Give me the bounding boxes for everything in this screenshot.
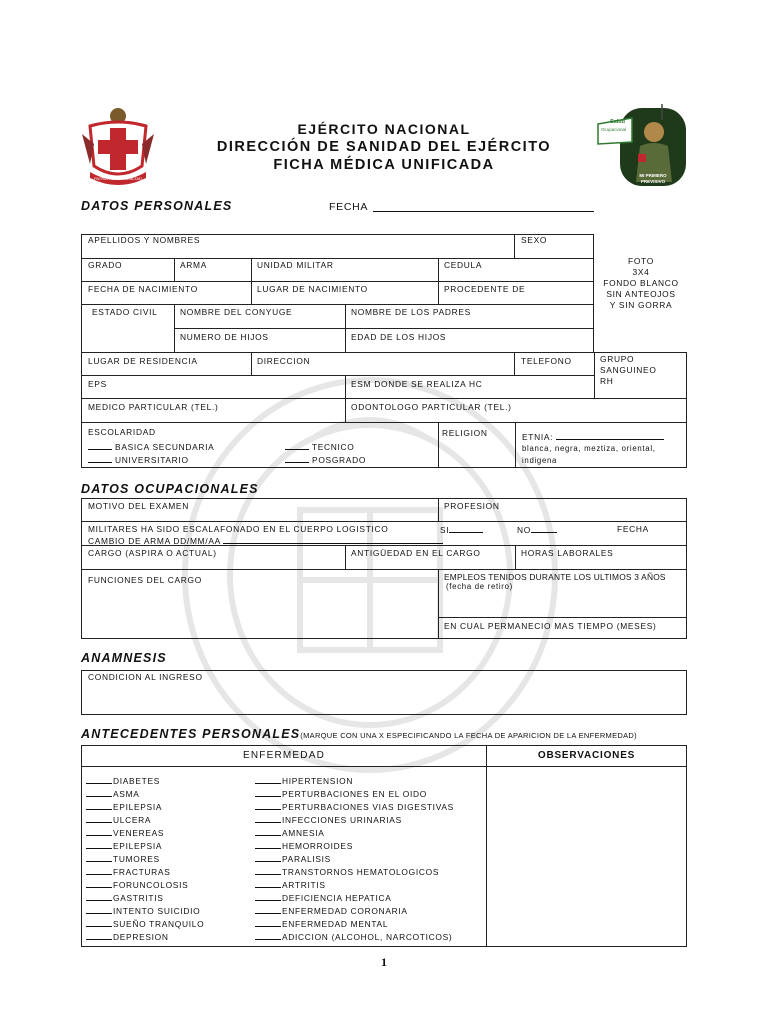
disease-label: TUMORES [113,854,160,864]
disease-label: ADICCION (ALCOHOL, NARCOTICOS) [282,932,453,942]
disease-label: EPILEPSIA [113,841,163,851]
disease-item[interactable] [255,853,331,864]
disease-item[interactable] [255,918,388,929]
si-option[interactable] [440,524,483,535]
disease-item[interactable] [86,879,188,890]
disease-item[interactable] [86,866,170,877]
esm-label: ESM DONDE SE REALIZA HC [351,379,483,389]
disease-check-field[interactable] [255,892,281,901]
disease-check-field[interactable] [86,775,112,784]
universitario-label: UNIVERSITARIO [115,455,189,465]
disease-item[interactable] [86,905,200,916]
foto-line-4: SIN ANTEOJOS [606,289,676,299]
etnia-label [522,431,664,442]
disease-item[interactable] [86,840,162,851]
fecha-escalafon-label: FECHA [617,524,649,534]
tecnico-option[interactable] [285,441,354,452]
direccion-label: DIRECCION [257,356,311,366]
disease-label: SUEÑO TRANQUILO [113,919,205,929]
posgrado-option[interactable] [285,454,366,465]
cambio-field[interactable] [223,535,443,544]
col-enfermedad-label: ENFERMEDAD [242,750,325,761]
page-number: 1 [381,955,387,969]
disease-check-field[interactable] [86,905,112,914]
section-anamnesis: ANAMNESIS [81,651,167,665]
procedente-label: PROCEDENTE DE [444,284,526,294]
disease-check-field[interactable] [86,931,112,940]
odontologo-label: ODONTOLOGO PARTICULAR (TEL.) [351,402,512,412]
disease-item[interactable] [86,892,164,903]
col-observaciones-label: OBSERVACIONES [537,750,636,761]
basica-option[interactable] [88,441,214,452]
disease-check-field[interactable] [255,905,281,914]
disease-label: INTENTO SUICIDIO [113,906,201,916]
disease-check-field[interactable] [255,853,281,862]
disease-item[interactable] [255,814,402,825]
disease-check-field[interactable] [255,879,281,888]
etnia-options-2: indigena [522,456,558,465]
escolaridad-label: ESCOLARIDAD [88,427,156,437]
disease-check-field[interactable] [86,853,112,862]
disease-label: ASMA [113,789,140,799]
section-datos-personales: DATOS PERSONALES [81,199,233,213]
disease-check-field[interactable] [86,918,112,927]
disease-item[interactable] [255,905,408,916]
eps-label: EPS [88,379,107,389]
no-label: NO [517,525,531,535]
observaciones-field[interactable] [486,766,687,947]
unidad-label: UNIDAD MILITAR [257,260,334,270]
disease-label: HIPERTENSION [282,776,354,786]
disease-label: TRANSTORNOS HEMATOLOGICOS [282,867,440,877]
telefono-label: TELEFONO [521,356,572,366]
grupo-line-1: GRUPO [600,354,635,364]
disease-label: ULCERA [113,815,152,825]
section-antecedentes [81,727,637,741]
disease-item[interactable] [86,801,162,812]
horas-label: HORAS LABORALES [521,548,614,558]
disease-item[interactable] [255,788,427,799]
disease-item[interactable] [86,931,169,942]
disease-label: FRACTURAS [113,867,171,877]
logo-caption-1: MI PRIMERO [639,173,667,178]
permanecio-label: EN CUAL PERMANECIO MAS TIEMPO (MESES) [444,621,657,631]
cambio-text: CAMBIO DE ARMA DD/MM/AA [88,536,221,546]
fecha-field[interactable] [373,211,594,212]
disease-item[interactable] [86,827,164,838]
etnia-field[interactable] [556,431,664,440]
posgrado-label: POSGRADO [312,455,367,465]
grupo-line-3: RH [600,376,614,386]
empleos-label: EMPLEOS TENIDOS DURANTE LOS ULTIMOS 3 AÑOS [444,572,666,582]
sexo-label: SEXO [521,235,548,245]
disease-item[interactable] [255,840,353,851]
lugar-nac-label: LUGAR DE NACIMIENTO [257,284,368,294]
disease-item[interactable] [255,775,353,786]
disease-item[interactable] [255,879,326,890]
disease-check-field[interactable] [86,840,112,849]
disease-label: FORUNCOLOSIS [113,880,189,890]
condicion-label: CONDICION AL INGRESO [88,672,203,682]
disease-check-field[interactable] [86,879,112,888]
edad-hijos-label: EDAD DE LOS HIJOS [351,332,447,342]
empleos-sublabel: (fecha de retiro) [446,582,513,591]
disease-label: AMNESIA [282,828,325,838]
disease-label: PERTURBACIONES EN EL OIDO [282,789,428,799]
cargo-label: CARGO (ASPIRA O ACTUAL) [88,548,217,558]
num-hijos-label: NUMERO DE HIJOS [180,332,269,342]
disease-label: EPILEPSIA [113,802,163,812]
medico-label: MEDICO PARTICULAR (TEL.) [88,402,219,412]
disease-label: PERTURBACIONES VIAS DIGESTIVAS [282,802,454,812]
profesion-label: PROFESION [444,501,500,511]
title-ejercito: EJÉRCITO NACIONAL [297,121,471,137]
grado-label: GRADO [88,260,123,270]
foto-line-2: 3X4 [632,267,650,277]
photo-placeholder[interactable] [596,256,686,311]
disease-check-field[interactable] [255,840,281,849]
funciones-label: FUNCIONES DEL CARGO [88,575,202,585]
logo-ribbon-text: PATRIA HONOR LEALTAD [94,176,142,181]
disease-check-field[interactable] [255,788,281,797]
salud-text: Salud [610,119,625,125]
ocupacional-text: Ocupacional [601,127,627,132]
disease-item[interactable] [86,853,160,864]
disease-label: INFECCIONES URINARIAS [282,815,402,825]
fecha-label: FECHA [329,201,369,213]
disease-check-field[interactable] [86,814,112,823]
foto-line-1: FOTO [628,256,654,266]
disease-item[interactable] [86,788,140,799]
fecha-nac-label: FECHA DE NACIMIENTO [88,284,198,294]
disease-check-field[interactable] [255,775,281,784]
disease-check-field[interactable] [255,866,281,875]
disease-check-field[interactable] [255,801,281,810]
cedula-label: CEDULA [444,260,483,270]
disease-item[interactable] [255,892,392,903]
disease-item[interactable] [255,866,439,877]
estado-civil-label: ESTADO CIVIL [92,307,158,317]
title-ficha: FICHA MÉDICA UNIFICADA [273,157,495,173]
arma-label: ARMA [180,260,207,270]
logo-caption-2: PREVISIVO [640,179,666,184]
grupo-line-2: SANGUINEO [600,365,657,375]
disease-check-field[interactable] [86,788,112,797]
disease-check-field[interactable] [255,931,281,940]
disease-check-field[interactable] [255,814,281,823]
foto-line-5: Y SIN GORRA [609,300,673,310]
disease-item[interactable] [86,918,204,929]
foto-line-3: FONDO BLANCO [603,278,679,288]
etnia-text: ETNIA: [522,432,554,442]
disease-label: VENEREAS [113,828,165,838]
antecedentes-subtitle: (MARQUE CON UNA X ESPECIFICANDO LA FECHA DE APARICION DE LA ENFERMEDAD) [300,731,637,740]
disease-label: DEPRESION [113,932,169,942]
eps-cell[interactable] [81,375,346,399]
conyuge-label: NOMBRE DEL CONYUGE [180,307,293,317]
disease-label: GASTRITIS [113,893,164,903]
residencia-label: LUGAR DE RESIDENCIA [88,356,198,366]
universitario-option[interactable] [88,454,189,465]
padres-label: NOMBRE DE LOS PADRES [351,307,471,317]
disease-item[interactable] [255,801,454,812]
disease-label: ARTRITIS [282,880,326,890]
etnia-options-1: blanca, negra, meztiza, oriental, [522,444,656,453]
antiguedad-label: ANTIGÜEDAD EN EL CARGO [351,548,481,558]
disease-label: DIABETES [113,776,161,786]
disease-check-field[interactable] [86,801,112,810]
disease-item[interactable] [255,931,452,942]
si-label: SI [440,525,450,535]
disease-label: PARALISIS [282,854,331,864]
no-option[interactable] [517,524,557,535]
disease-label: ENFERMEDAD CORONARIA [282,906,408,916]
disease-check-field[interactable] [255,918,281,927]
disease-item[interactable] [86,775,160,786]
title-direccion: DIRECCIÓN DE SANIDAD DEL EJÉRCITO [216,139,552,155]
section-datos-ocupacionales: DATOS OCUPACIONALES [81,482,259,496]
disease-label: ENFERMEDAD MENTAL [282,919,389,929]
militares-label: MILITARES HA SIDO ESCALAFONADO EN EL CUERPO LOGISTICO [88,524,389,534]
tecnico-label: TECNICO [311,442,355,452]
disease-check-field[interactable] [255,827,281,836]
disease-check-field[interactable] [86,866,112,875]
disease-check-field[interactable] [86,892,112,901]
disease-item[interactable] [255,827,325,838]
disease-label: HEMORROIDES [282,841,353,851]
apellidos-label: APELLIDOS Y NOMBRES [88,235,201,245]
motivo-label: MOTIVO DEL EXAMEN [88,501,189,511]
disease-item[interactable] [86,814,151,825]
basica-label: BASICA SECUNDARIA [115,442,215,452]
disease-check-field[interactable] [86,827,112,836]
religion-label: RELIGION [442,428,488,438]
disease-label: DEFICIENCIA HEPATICA [282,893,392,903]
antecedentes-title: ANTECEDENTES PERSONALES [81,727,301,741]
